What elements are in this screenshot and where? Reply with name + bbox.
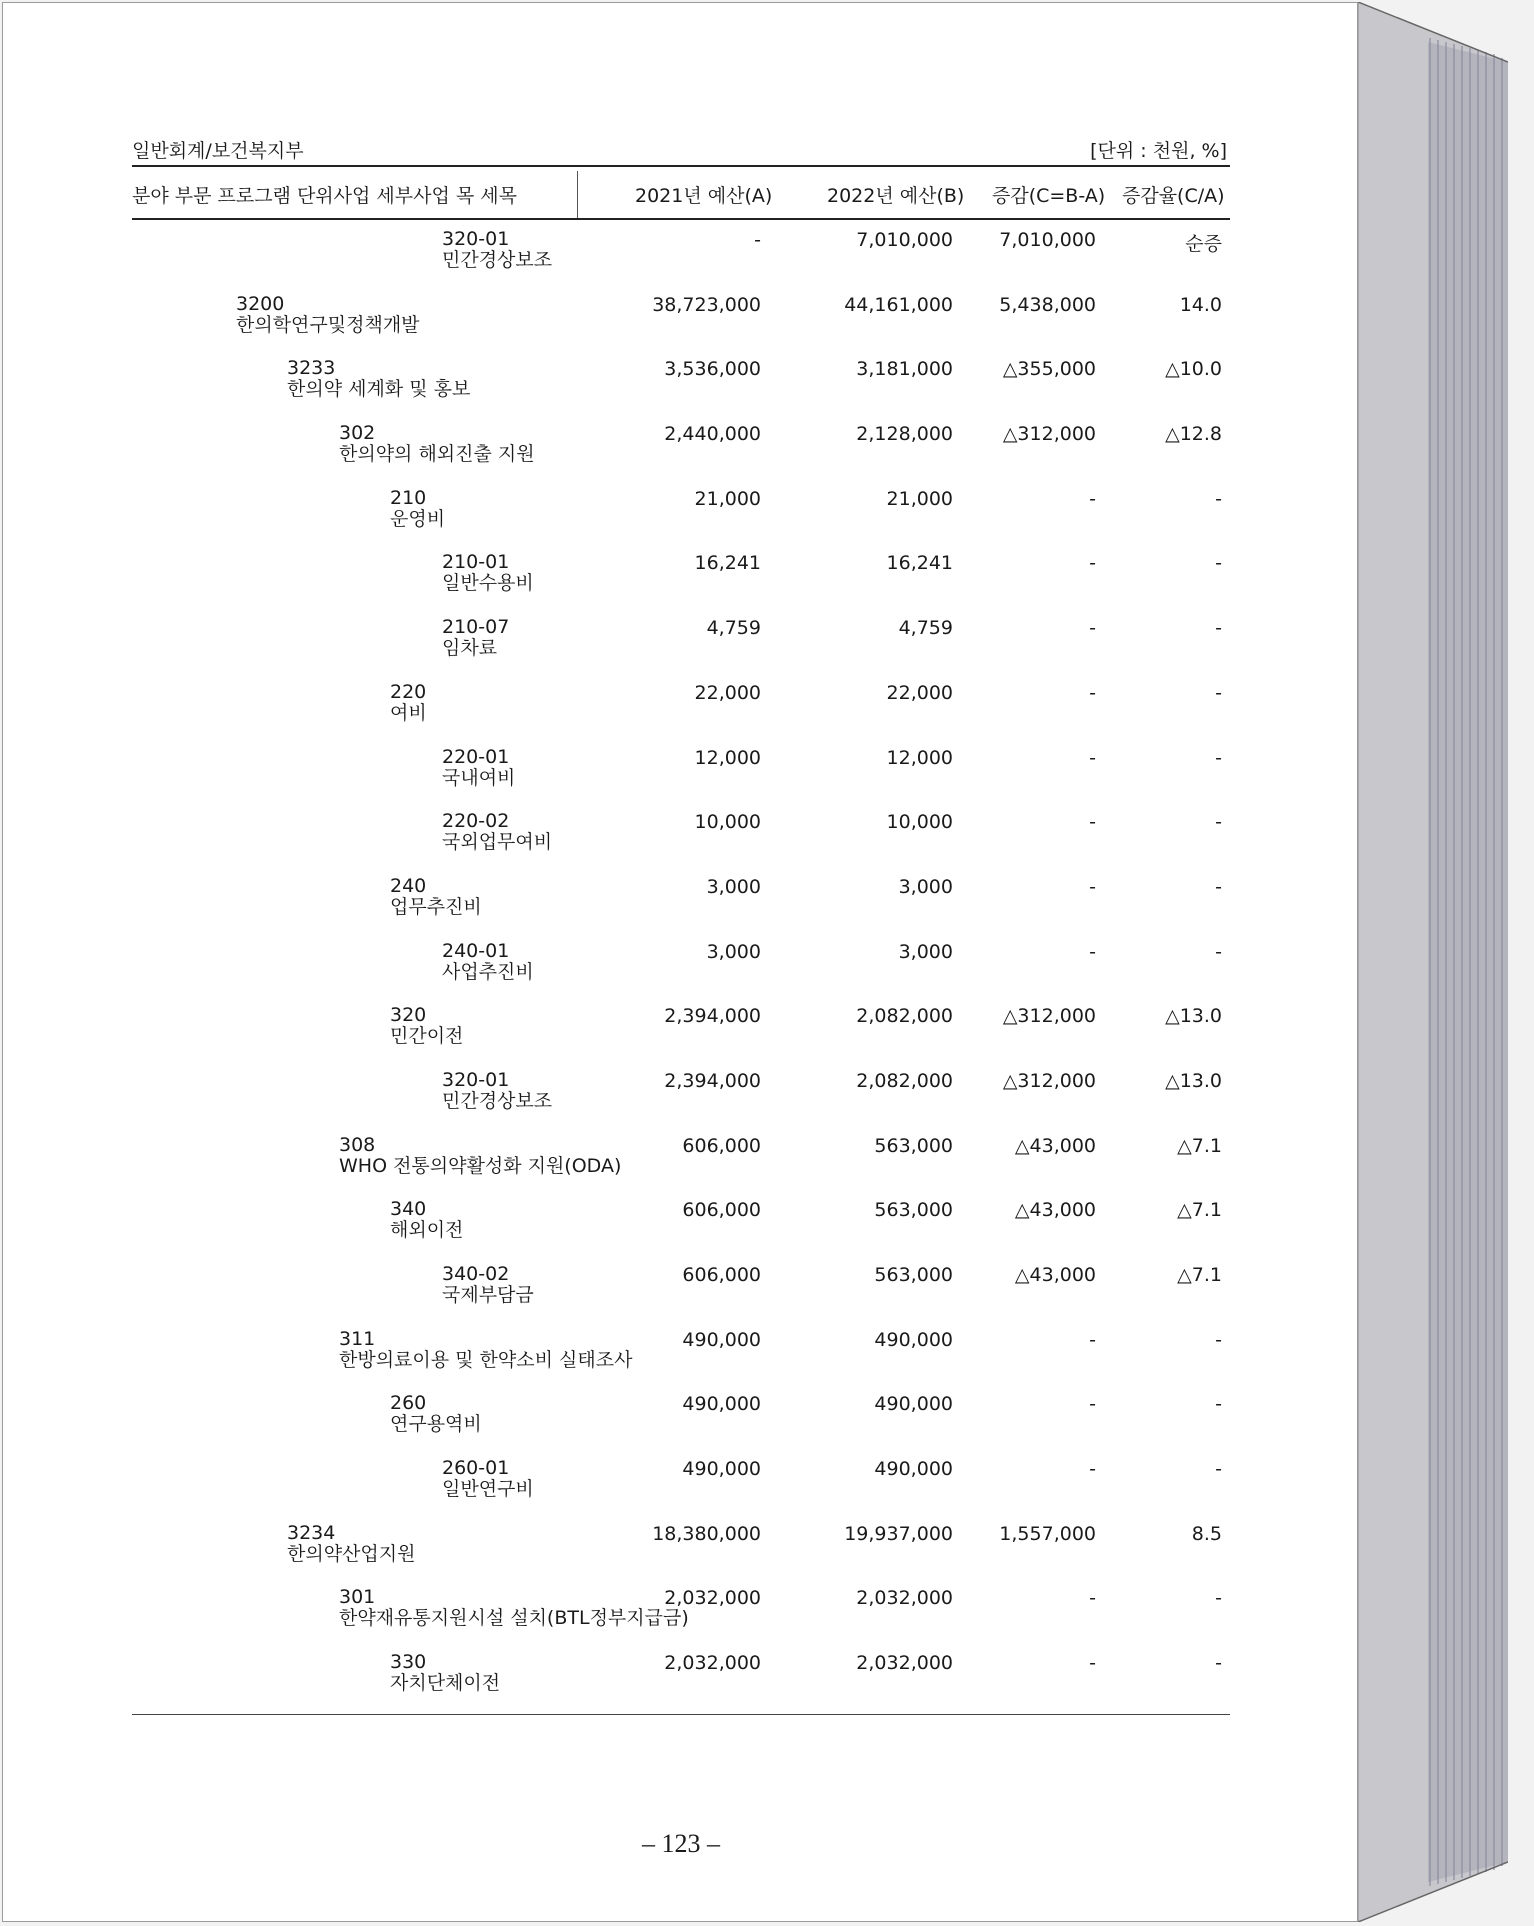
cell-change: △355,000 (1002, 358, 1096, 381)
table-row (132, 356, 1230, 421)
cell-budget-2021: 2,032,000 (664, 1652, 761, 1675)
cell-budget-2022: 3,000 (898, 875, 953, 898)
cell-change: △43,000 (1014, 1264, 1096, 1286)
cell-change-rate: - (1215, 1328, 1222, 1351)
cell-change-rate: △12.8 (1165, 423, 1222, 446)
cell-budget-2021: - (754, 229, 761, 251)
row-label (390, 876, 482, 918)
table-row (132, 292, 1230, 357)
row-code: 340 (390, 1198, 427, 1221)
table-row (132, 1068, 1230, 1133)
cell-change: 5,438,000 (999, 293, 1096, 316)
cell-change: - (1089, 681, 1096, 704)
cell-change: - (1089, 940, 1096, 963)
cell-change: △43,000 (1014, 1199, 1096, 1222)
table-top-rule (132, 165, 1230, 167)
table-row (132, 486, 1230, 551)
row-label (287, 358, 470, 400)
cell-budget-2021: 2,032,000 (664, 1587, 761, 1610)
row-code: 320-01 (442, 228, 510, 250)
cell-budget-2022: 21,000 (886, 487, 953, 510)
table-row (132, 1391, 1230, 1456)
cell-budget-2021: 18,380,000 (652, 1522, 761, 1545)
table-row (132, 1262, 1230, 1327)
cell-change-rate: - (1215, 1458, 1222, 1481)
row-name: 사업추진비 (442, 960, 534, 983)
row-label (442, 747, 515, 789)
row-label (390, 682, 427, 724)
cell-change: - (1089, 1652, 1096, 1675)
cell-budget-2021: 2,440,000 (664, 423, 761, 446)
row-name: 운영비 (390, 507, 446, 530)
cell-budget-2021: 606,000 (682, 1264, 761, 1286)
row-name: 민간경상보조 (442, 249, 553, 271)
cell-budget-2021: 606,000 (682, 1134, 761, 1157)
col-classification: 분야 부문 프로그램 단위사업 세부사업 목 세목 (132, 185, 517, 207)
cell-change-rate: - (1215, 1393, 1222, 1416)
row-code: 320 (390, 1004, 427, 1027)
cell-change-rate: 8.5 (1191, 1522, 1222, 1545)
col-budget-2022: 2022년 예산(B) (827, 185, 965, 207)
row-code: 3233 (287, 357, 336, 380)
cell-change: - (1089, 875, 1096, 898)
col-change: 증감(C=B-A) (992, 185, 1106, 207)
row-label (442, 1264, 534, 1306)
row-label (339, 1329, 632, 1371)
cell-budget-2021: 12,000 (694, 746, 761, 769)
cell-change-rate: - (1215, 811, 1222, 834)
cell-change: - (1089, 1458, 1096, 1481)
row-code: 311 (339, 1327, 376, 1350)
cell-change: 1,557,000 (999, 1522, 1096, 1545)
cell-budget-2022: 563,000 (874, 1264, 953, 1286)
row-label (442, 811, 552, 853)
document-page (2, 2, 1358, 1922)
account-title: 일반회계/보건복지부 (132, 140, 304, 162)
row-name: 한의약산업지원 (287, 1542, 416, 1565)
row-code: 210-01 (442, 551, 510, 574)
cell-budget-2022: 490,000 (874, 1328, 953, 1351)
row-name: 해외이전 (390, 1219, 464, 1242)
row-label (442, 552, 534, 594)
row-code: 260 (390, 1392, 427, 1415)
cell-change-rate: - (1215, 552, 1222, 575)
cell-budget-2021: 3,000 (706, 875, 761, 898)
cell-change-rate: - (1215, 1652, 1222, 1675)
cell-change-rate: - (1215, 681, 1222, 704)
cell-budget-2021: 4,759 (706, 617, 761, 640)
cell-change-rate: - (1215, 875, 1222, 898)
book-page-edges (1358, 2, 1508, 1922)
cell-change: △312,000 (1002, 1069, 1096, 1092)
table-row (132, 550, 1230, 615)
row-code: 240-01 (442, 939, 510, 962)
cell-budget-2022: 490,000 (874, 1393, 953, 1416)
row-label (287, 1523, 415, 1565)
row-label (442, 1070, 552, 1112)
cell-budget-2022: 3,000 (898, 940, 953, 963)
row-label (442, 941, 534, 983)
cell-change: - (1089, 552, 1096, 575)
cell-budget-2022: 10,000 (886, 811, 953, 834)
row-label (390, 1005, 463, 1047)
cell-change-rate: 14.0 (1179, 293, 1222, 316)
row-code: 210 (390, 486, 427, 509)
cell-change-rate: - (1215, 1587, 1222, 1610)
cell-budget-2021: 38,723,000 (652, 293, 761, 316)
cell-change-rate: 순증 (1185, 233, 1222, 255)
row-name: 일반수용비 (442, 572, 534, 595)
row-code: 301 (339, 1586, 376, 1609)
cell-change-rate: - (1215, 487, 1222, 510)
row-label (390, 1199, 463, 1241)
table-row (132, 1456, 1230, 1521)
row-name: 한의학연구및정책개발 (236, 313, 420, 336)
table-row (132, 1133, 1230, 1198)
cell-change: - (1089, 1393, 1096, 1416)
cell-change: - (1089, 811, 1096, 834)
cell-change-rate: △13.0 (1165, 1005, 1222, 1028)
cell-budget-2022: 12,000 (886, 746, 953, 769)
cell-budget-2021: 21,000 (694, 487, 761, 510)
cell-budget-2021: 490,000 (682, 1458, 761, 1481)
col-change-rate: 증감율(C/A) (1122, 185, 1225, 207)
table-row (132, 1197, 1230, 1262)
cell-change: - (1089, 1587, 1096, 1610)
cell-change-rate: △13.0 (1165, 1069, 1222, 1092)
row-code: 210-07 (442, 616, 510, 639)
row-label (442, 1458, 534, 1500)
row-label (339, 1587, 689, 1629)
header-divider (577, 171, 578, 218)
cell-change: - (1089, 617, 1096, 640)
row-name: 국외업무여비 (442, 831, 553, 854)
cell-change: △43,000 (1014, 1134, 1096, 1157)
table-row (132, 615, 1230, 680)
cell-budget-2021: 2,394,000 (664, 1005, 761, 1028)
cell-budget-2022: 7,010,000 (856, 229, 953, 251)
cell-budget-2022: 2,032,000 (856, 1652, 953, 1675)
row-label (390, 1652, 500, 1694)
cell-change: - (1089, 746, 1096, 769)
cell-budget-2022: 563,000 (874, 1134, 953, 1157)
row-name: 업무추진비 (390, 895, 482, 918)
row-code: 308 (339, 1133, 376, 1156)
unit-label: [단위 : 천원, %] (1090, 140, 1227, 162)
cell-budget-2022: 22,000 (886, 681, 953, 704)
cell-change-rate: - (1215, 746, 1222, 769)
cell-budget-2022: 2,128,000 (856, 423, 953, 446)
cell-change: - (1089, 487, 1096, 510)
cell-budget-2021: 3,000 (706, 940, 761, 963)
row-name: 민간경상보조 (442, 1089, 553, 1112)
cell-change-rate: - (1215, 940, 1222, 963)
cell-budget-2022: 3,181,000 (856, 358, 953, 381)
table-header-rule (132, 218, 1230, 220)
row-name: 한의약 세계화 및 홍보 (287, 378, 471, 401)
cell-budget-2022: 2,032,000 (856, 1587, 953, 1610)
row-name: 여비 (390, 701, 427, 724)
row-name: 자치단체이전 (390, 1672, 501, 1695)
row-label (390, 1393, 482, 1435)
cell-change: - (1089, 1328, 1096, 1351)
cell-budget-2021: 3,536,000 (664, 358, 761, 381)
cell-budget-2021: 22,000 (694, 681, 761, 704)
row-code: 3200 (236, 292, 285, 315)
table-row (132, 680, 1230, 745)
table-row (132, 809, 1230, 874)
table-row (132, 745, 1230, 810)
row-name: WHO 전통의약활성화 지원(ODA) (339, 1154, 622, 1177)
cell-change-rate: - (1215, 617, 1222, 640)
cell-budget-2021: 490,000 (682, 1328, 761, 1351)
row-name: 일반연구비 (442, 1478, 534, 1501)
table-bottom-rule (132, 1714, 1230, 1715)
table-row (132, 1521, 1230, 1586)
row-label (339, 423, 535, 465)
cell-budget-2021: 10,000 (694, 811, 761, 834)
row-name: 국내여비 (442, 766, 516, 789)
cell-budget-2021: 490,000 (682, 1393, 761, 1416)
cell-budget-2022: 563,000 (874, 1199, 953, 1222)
row-label (442, 229, 552, 271)
row-label (442, 617, 509, 659)
row-code: 260-01 (442, 1457, 510, 1480)
row-name: 한약재유통지원시설 설치(BTL정부지급금) (339, 1607, 689, 1630)
cell-budget-2021: 2,394,000 (664, 1069, 761, 1092)
cell-change: 7,010,000 (999, 229, 1096, 251)
row-code: 302 (339, 422, 376, 445)
row-name: 임차료 (442, 637, 498, 660)
table-row (132, 874, 1230, 939)
cell-change: △312,000 (1002, 423, 1096, 446)
cell-budget-2022: 490,000 (874, 1458, 953, 1481)
row-code: 320-01 (442, 1068, 510, 1091)
cell-change-rate: △7.1 (1177, 1199, 1222, 1222)
row-name: 연구용역비 (390, 1413, 482, 1436)
row-code: 220-01 (442, 745, 510, 768)
cell-budget-2022: 44,161,000 (844, 293, 953, 316)
row-name: 한의약의 해외진출 지원 (339, 443, 535, 466)
table-header (132, 171, 1230, 217)
table-row (132, 939, 1230, 1004)
row-code: 220-02 (442, 810, 510, 833)
cell-change: △312,000 (1002, 1005, 1096, 1028)
row-code: 240 (390, 874, 427, 897)
cell-budget-2022: 19,937,000 (844, 1522, 953, 1545)
cell-budget-2022: 4,759 (898, 617, 953, 640)
cell-budget-2022: 16,241 (886, 552, 953, 575)
table-row (132, 1327, 1230, 1392)
col-budget-2021: 2021년 예산(A) (635, 185, 773, 207)
cell-budget-2022: 2,082,000 (856, 1069, 953, 1092)
row-code: 3234 (287, 1521, 336, 1544)
row-name: 민간이전 (390, 1025, 464, 1048)
cell-budget-2022: 2,082,000 (856, 1005, 953, 1028)
table-row (132, 421, 1230, 486)
page-number: – 123 – (642, 1829, 720, 1858)
row-name: 한방의료이용 및 한약소비 실태조사 (339, 1348, 633, 1371)
row-code: 340-02 (442, 1263, 510, 1285)
row-code: 330 (390, 1651, 427, 1674)
row-label (236, 294, 420, 336)
table-row (132, 1650, 1230, 1715)
cell-change-rate: △7.1 (1177, 1264, 1222, 1286)
row-label (339, 1135, 621, 1177)
cell-change-rate: △7.1 (1177, 1134, 1222, 1157)
row-name: 국제부담금 (442, 1284, 534, 1306)
row-label (390, 488, 445, 530)
table-row (132, 1585, 1230, 1650)
cell-budget-2021: 606,000 (682, 1199, 761, 1222)
budget-table-body (132, 227, 1230, 1715)
row-code: 220 (390, 680, 427, 703)
cell-budget-2021: 16,241 (694, 552, 761, 575)
table-row (132, 227, 1230, 292)
cell-change-rate: △10.0 (1165, 358, 1222, 381)
table-row (132, 1003, 1230, 1068)
